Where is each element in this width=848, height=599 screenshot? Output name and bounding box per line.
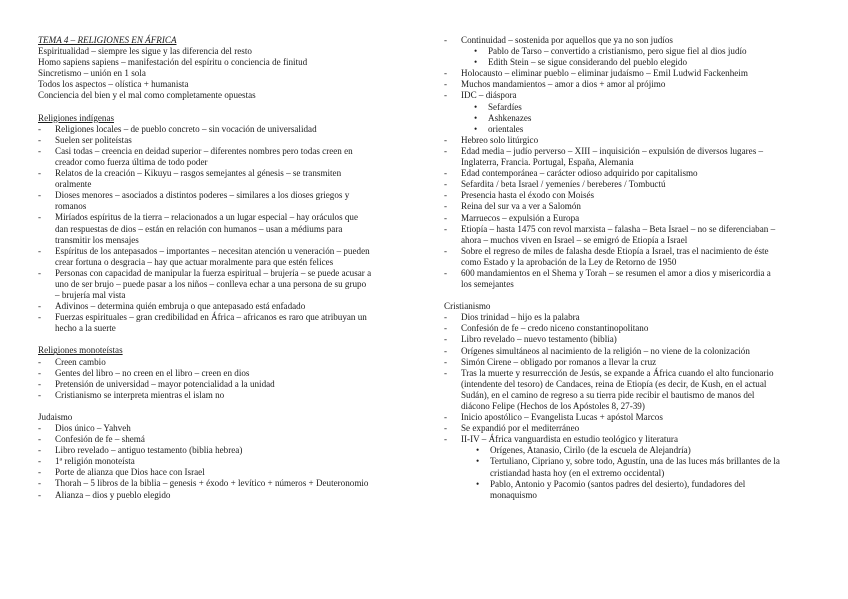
- list-item: [38, 445, 416, 456]
- list-item-line: Inglaterra, Francia. Portugal, España, Alemania: [461, 157, 634, 168]
- list-item: [38, 390, 416, 401]
- list-item-line: - Dios único – Yahveh: [55, 423, 131, 433]
- list-item: [444, 456, 822, 478]
- list-item-line: - II-IV – África vanguardista en estudio teológico y literatura: [461, 434, 678, 445]
- list-item: [38, 423, 416, 434]
- list-item: [444, 201, 822, 212]
- list-item-line: cristiandad hasta hoy (en el extremo occidental): [490, 467, 665, 478]
- heading-religiones-monoteistas: Religiones monoteístas: [38, 345, 123, 356]
- intro-line: Conciencia del bien y el mal como completamente opuestas: [38, 90, 256, 101]
- list-item-line: - Tras la muerte y resurrección de Jesús, se expande a África cuando el alto funcionario: [461, 367, 774, 378]
- list-item-line: • orientales: [488, 123, 524, 134]
- list-item: [38, 246, 416, 268]
- list-item-line: romanos: [55, 201, 87, 212]
- list-item: [444, 90, 822, 101]
- list-item-line: • Ashkenazes: [488, 112, 532, 123]
- list-item: [444, 124, 822, 135]
- list-item-line: - Se expandió por el mediterráneo: [461, 423, 580, 434]
- list-item-line: • Edith Stein – se sigue considerando del pueblo elegido: [488, 57, 688, 68]
- list-item: [38, 212, 416, 245]
- list-item: [444, 434, 822, 445]
- list-item-line: diácono Felipe (Hechos de los Apóstoles 8, 27-39): [461, 401, 645, 411]
- heading-judaismo: Judaismo: [38, 411, 73, 422]
- list-item-line: - Suelen ser politeístas: [55, 134, 132, 145]
- list-item-line: • Orígenes, Atanasio, Cirilo (de la escuela de Alejandría): [490, 445, 691, 456]
- list-item: [38, 301, 416, 312]
- list-item-line: - Holocausto – eliminar pueblo – eliminar judaísmo – Emil Ludwid Fackenheim: [461, 68, 748, 79]
- list-item-line: - Pretensión de universidad – mayor potencialidad a la unidad: [55, 378, 275, 389]
- list-item: [38, 268, 416, 301]
- list-item-line: - Adivinos – determina quién embruja o que antepasado está enfadado: [55, 301, 306, 312]
- list-religiones-monoteistas: [38, 357, 416, 401]
- list-item: [444, 57, 822, 68]
- list-item-line: - Personas con capacidad de manipular la fuerza espiritual – brujería – se puede acusar a: [55, 267, 372, 278]
- list-item-line: - Alianza – dios y pueblo elegido: [55, 489, 171, 500]
- list-item: [444, 312, 822, 323]
- list-judaismo-historia: [444, 135, 822, 290]
- list-item: [38, 168, 416, 190]
- list-item-line: • Pablo, Antonio y Pacomio (santos padres del desierto), fundadores del: [490, 478, 746, 489]
- list-item-line: - Gentes del libro – no creen en el libro – creen en dios: [55, 367, 250, 378]
- list-item-line: - Edad media – judío perverso – XIII – inquisición – expulsión de diversos lugares –: [461, 145, 764, 156]
- list-item-line: - Libro revelado – nuevo testamento (biblia): [461, 334, 617, 345]
- list-item-line: oralmente: [55, 179, 92, 190]
- list-item-line: - Creen cambio: [55, 356, 106, 367]
- list-item: [38, 124, 416, 135]
- list-item-line: ahora – muchos viven en Israel – se emigró de Etiopía a Israel: [461, 234, 688, 245]
- intro-block: [38, 46, 416, 101]
- list-item-line: - Muchos mandamientos – amor a dios + amor al prójimo: [461, 79, 666, 90]
- list-item-line: (intendente del tesoro) de Candaces, reina de Etiopía (es decir, de Kush, en el actual: [461, 378, 767, 389]
- list-cristianismo: [444, 312, 822, 445]
- list-item-line: • Pablo de Tarso – convertido a cristianismo, pero sigue fiel al dios judío: [488, 46, 747, 57]
- list-item-line: uno de ser brujo – puede pasar a los niños – conlleva echar a una persona de su grupo: [55, 278, 367, 289]
- list-item: [444, 179, 822, 190]
- list-item: [38, 379, 416, 390]
- list-item: [38, 456, 416, 467]
- list-item-line: creador como fuerza última de todo poder: [55, 156, 208, 167]
- list-item-line: crear fortuna o desgracia – hay que actuar moralmente para que estén felices: [55, 256, 334, 267]
- list-religiones-indigenas: [38, 124, 416, 335]
- list-item-line: - Espíritus de los antepasados – importantes – necesitan atención u veneración – pueden: [55, 245, 370, 256]
- list-item-line: los semejantes: [461, 279, 514, 290]
- list-item-line: - Edad contemporánea – carácter odioso adquirido por capitalismo: [461, 168, 698, 179]
- list-item: [444, 357, 822, 368]
- list-item: [444, 246, 822, 268]
- heading-cristianismo: Cristianismo: [444, 301, 491, 312]
- sublist-padres-africanos: [444, 445, 822, 500]
- list-item-line: - Fuerzas espirituales – gran credibilidad en África – africanos es raro que atribuyan un: [55, 312, 367, 323]
- list-item-line: - Confesión de fe – credo niceno constantinopolitano: [461, 323, 649, 334]
- list-item-line: - Relatos de la creación – Kikuyu – rasgos semejantes al génesis – se transmiten: [55, 168, 342, 179]
- list-item: [38, 135, 416, 146]
- list-item-line: hecho a la suerte: [55, 323, 116, 334]
- list-item-line: - Sefardita / beta Israel / yemeníes / bereberes / Tombuctú: [461, 179, 666, 190]
- list-item: [444, 213, 822, 224]
- list-item: [444, 224, 822, 246]
- list-item: [444, 268, 822, 290]
- list-item-line: - Religiones locales – de pueblo concreto – sin vocación de universalidad: [55, 123, 317, 134]
- list-item: [444, 334, 822, 345]
- list-item: [444, 346, 822, 357]
- heading-religiones-indigenas: Religiones indígenas: [38, 112, 115, 123]
- list-item-line: - 600 mandamientos en el Shema y Torah – se resumen el amor a dios y misericordia a: [461, 267, 771, 278]
- list-item-line: - Hebreo solo litúrgico: [461, 134, 539, 145]
- list-item: [38, 490, 416, 501]
- list-item-line: - Miríados espíritus de la tierra – relacionados a un lugar especial – hay oráculos que: [55, 212, 359, 223]
- list-item: [444, 113, 822, 124]
- list-item-line: • Tertuliano, Cipriano y, sobre todo, Agustín, una de las luces más brillantes de la: [490, 456, 780, 467]
- list-item-line: - Simón Cirene – obligado por romanos a llevar la cruz: [461, 356, 657, 367]
- list-item-line: - 1ª religión monoteísta: [55, 456, 135, 467]
- intro-line: Homo sapiens sapiens – manifestación del espíritu o conciencia de finitud: [38, 57, 308, 68]
- list-item: [444, 35, 822, 46]
- intro-line: Espiritualidad – siempre les sigue y las diferencia del resto: [38, 46, 252, 57]
- list-item-line: – brujería mal vista: [55, 290, 126, 301]
- list-item: [444, 68, 822, 79]
- list-item: [444, 102, 822, 113]
- list-item-line: - Dioses menores – asociados a distintos poderes – similares a los dioses griegos y: [55, 190, 350, 201]
- list-item-line: - Marruecos – expulsión a Europa: [461, 212, 580, 223]
- list-item-line: transmitir los mensajes: [55, 234, 139, 245]
- list-item: [38, 190, 416, 212]
- list-item-line: - Sobre el regreso de miles de falasha desde Etiopía a Israel, tras el nacimiento de éste: [461, 245, 769, 256]
- list-item-line: como Estado y la aprobación de la Ley de Retorno de 1950: [461, 256, 677, 267]
- list-item: [444, 479, 822, 501]
- right-column: [444, 35, 822, 501]
- list-item: [38, 467, 416, 478]
- sublist-continuidad: [444, 46, 822, 68]
- list-item: [38, 434, 416, 445]
- list-item: [444, 168, 822, 179]
- sublist-diaspora: [444, 102, 822, 135]
- list-item-line: - Presencia hasta el éxodo con Moisés: [461, 190, 595, 201]
- list-item: [38, 478, 416, 489]
- list-item-line: - Libro revelado – antiguo testamento (biblia hebrea): [55, 445, 243, 456]
- list-item: [38, 312, 416, 334]
- list-item: [444, 445, 822, 456]
- left-column: [38, 35, 416, 501]
- list-item-line: - Continuidad – sostenida por aquellos que ya no son judíos: [461, 35, 673, 45]
- list-item: [444, 135, 822, 146]
- list-judaismo-continuidad: [444, 35, 822, 46]
- list-item: [444, 46, 822, 57]
- list-item-line: • Sefardíes: [488, 101, 522, 112]
- list-item-line: Sudán), en el camino de regreso a su tierra pide recibir el bautismo de manos del: [461, 389, 755, 400]
- list-item: [444, 190, 822, 201]
- list-item-line: - Cristianismo se interpreta mientras el islam no: [55, 389, 225, 400]
- list-item-line: - Etiopía – hasta 1475 con revol marxista – falasha – Beta Israel – no se diferenciaban –: [461, 223, 776, 234]
- intro-line: Todos los aspectos – olística + humanista: [38, 79, 189, 90]
- list-item: [38, 357, 416, 368]
- list-item-line: - Confesión de fe – shemá: [55, 434, 145, 445]
- document-title: TEMA 4 – RELIGIONES EN ÁFRICA: [38, 35, 177, 45]
- list-item-line: - Casi todas – creencia en deidad superior – diferentes nombres pero todas creen en: [55, 145, 353, 156]
- list-item-line: - Inicio apostólico – Evangelista Lucas + apóstol Marcos: [461, 412, 663, 423]
- list-judaismo: [38, 423, 416, 501]
- list-item: [38, 368, 416, 379]
- list-item: [444, 423, 822, 434]
- list-item-line: dan respuestas de dios – están en relación con humanos – usan a médiums para: [55, 223, 343, 234]
- list-item: [444, 79, 822, 90]
- list-item: [444, 146, 822, 168]
- intro-line: Sincretismo – unión en 1 sola: [38, 68, 146, 79]
- list-item: [444, 323, 822, 334]
- list-item-line: - IDC – diáspora: [461, 90, 517, 101]
- list-item-line: - Reina del sur va a ver a Salomón: [461, 201, 581, 212]
- list-judaismo-holocausto: [444, 68, 822, 101]
- list-item-line: - Orígenes simultáneos al nacimiento de la religión – no viene de la colonización: [461, 345, 750, 356]
- list-item-line: - Porte de alianza que Dios hace con Israel: [55, 467, 205, 478]
- list-item: [38, 146, 416, 168]
- list-item-line: - Dios trinidad – hijo es la palabra: [461, 312, 580, 323]
- list-item: [444, 412, 822, 423]
- list-item-line: monaquismo: [490, 489, 537, 500]
- list-item-line: - Thorah – 5 libros de la biblia – genesis + éxodo + levítico + números + Deuteronomio: [55, 478, 369, 489]
- list-item: [444, 368, 822, 412]
